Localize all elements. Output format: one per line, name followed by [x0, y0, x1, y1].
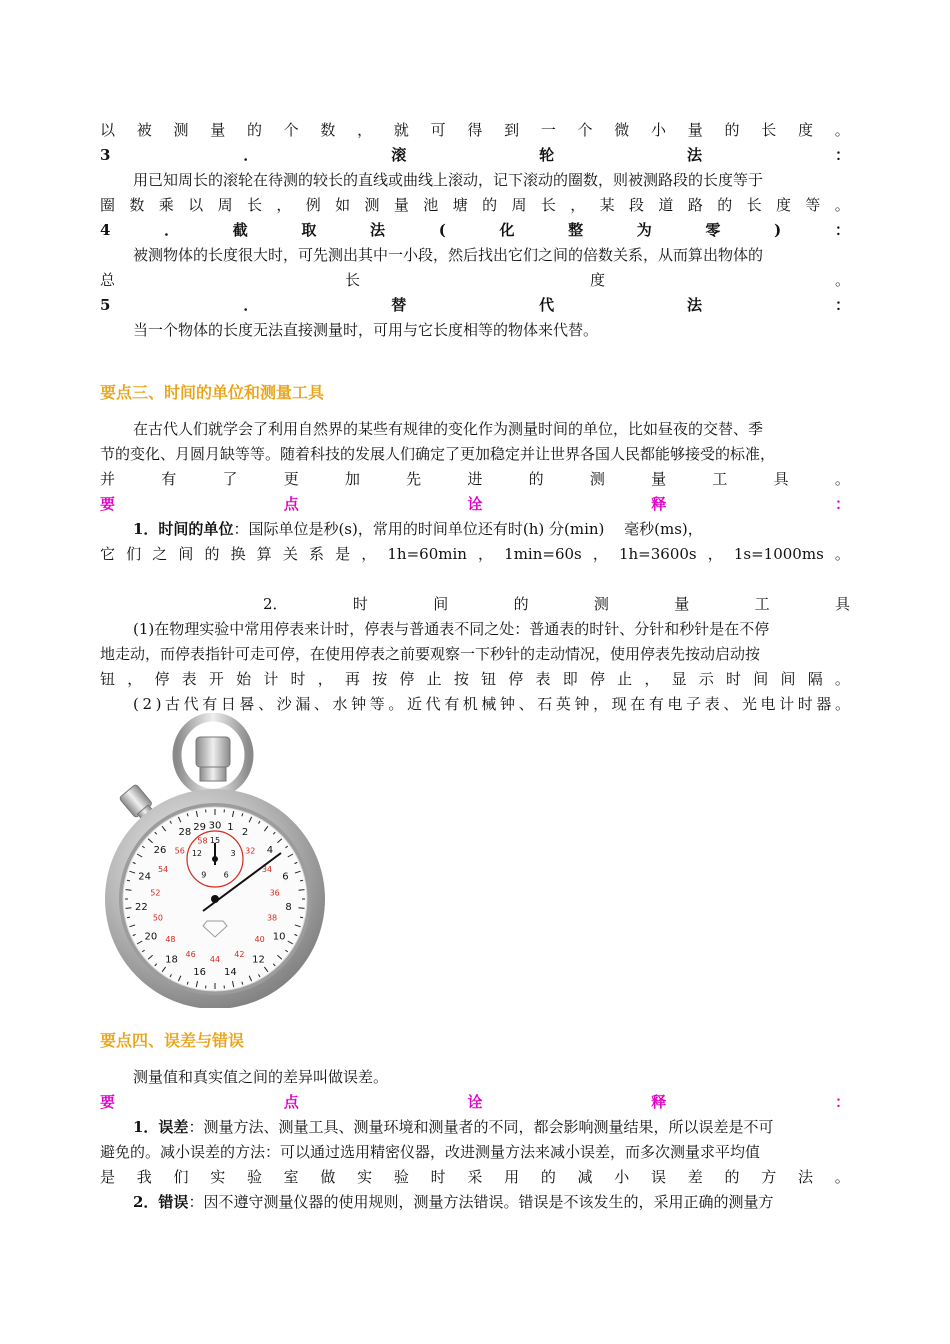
text-line: 避免的。减小误差的方法：可以通过选用精密仪器，改进测量方法来减小误差，而多次测量求平均值: [100, 1143, 761, 1161]
dial-red-number: 32: [245, 846, 256, 856]
text-line: 1．误差：测量方法、测量工具、测量环境和测量者的不同，都会影响测量结果，所以误差是不可: [133, 1118, 774, 1136]
dial-number: 10: [272, 931, 286, 943]
text-line: 它 们 之 间 的 换 算 关 系 是 ， 1h=60min ， 1min=60s ， 1h=3600s ， 1s=1000ms 。: [100, 545, 850, 563]
dial-number: 28: [178, 826, 192, 838]
dial-red-number: 42: [234, 949, 245, 959]
dial-number: 30: [208, 820, 222, 832]
stopwatch-crown: [196, 737, 230, 767]
text-line: 3 ． 滚 轮 法 ：: [100, 146, 850, 164]
dial-red-number: 56: [174, 846, 185, 856]
text-line: 要点四、误差与错误: [100, 1031, 245, 1050]
dial-red-number: 48: [165, 935, 176, 945]
dial-number: 26: [153, 844, 167, 856]
subdial-number: 3: [230, 849, 236, 859]
subdial-number: 6: [223, 870, 229, 880]
dial-number: 6: [282, 871, 289, 883]
text-line: 总 长 度 。: [100, 271, 850, 289]
dial-number: 16: [193, 966, 206, 978]
text-line: 要 点 诠 释 ：: [100, 495, 850, 513]
dial-number: 14: [224, 966, 237, 978]
dial-red-number: 36: [269, 888, 280, 898]
text-line: 被测物体的长度很大时，可先测出其中一小段，然后找出它们之间的倍数关系，从而算出物体的: [133, 246, 764, 264]
text-line: 用已知周长的滚轮在待测的较长的直线或曲线上滚动，记下滚动的圈数，则被测路段的长度等于: [133, 171, 764, 189]
dial-number: 20: [144, 931, 158, 943]
dial-tick: [125, 890, 131, 891]
hand-pivot: [211, 895, 219, 903]
dial-red-number: 52: [150, 888, 161, 898]
subdial-number: 15: [209, 836, 221, 845]
dial-number: 24: [138, 871, 151, 883]
dial-red-number: 50: [152, 913, 164, 923]
dial-tick: [299, 908, 305, 909]
text-line: 2．错误：因不遵守测量仪器的使用规则，测量方法错误。错误是不该发生的，采用正确的测量方: [133, 1193, 774, 1211]
subdial-number: 9: [201, 870, 207, 880]
dial-number: 12: [252, 954, 265, 966]
text-line: ( 2 ) 古 代 有 日 晷 、 沙 漏 、 水 钟 等 。 近 代 有 机 械 钟 、 石 英 钟 ， 现 在 有 电 子 表 、 光 电 计 时 器 。: [133, 695, 850, 713]
dial-number: 29: [193, 822, 206, 834]
dial-tick: [300, 917, 303, 918]
text-line: 2． 时 间 的 测 量 工 具: [263, 595, 850, 613]
text-line: 1．时间的单位：国际单位是秒(s)，常用的时间单位还有时(h) 分(min) 毫秒(ms)，: [133, 520, 703, 538]
text-line: 5 ． 替 代 法 ：: [100, 296, 850, 314]
text-line: 钮 ， 停 表 开 始 计 时 ， 再 按 停 止 按 钮 停 表 即 停 止 ， 显 示 时 间 间 隔 。: [100, 670, 850, 688]
text-line: 是 我 们 实 验 室 做 实 验 时 采 用 的 减 小 误 差 的 方 法 。: [100, 1168, 850, 1186]
text-line: 地走动，而停表指针可走可停，在使用停表之前要观察一下秒针的走动情况，使用停表先按动启动按: [100, 645, 761, 663]
subdial-number: 12: [191, 849, 203, 859]
text-line: 当一个物体的长度无法直接测量时，可用与它长度相等的物体来代替。: [133, 321, 599, 339]
text-line: 并 有 了 更 加 先 进 的 测 量 工 具 。: [100, 470, 850, 488]
dial-number: 18: [165, 954, 178, 966]
text-line: 要点三、时间的单位和测量工具: [100, 383, 325, 402]
text-line: 测量值和真实值之间的差异叫做误差。: [133, 1068, 389, 1086]
dial-red-number: 34: [261, 865, 273, 874]
text-line: 圈 数 乘 以 周 长 ， 例 如 测 量 池 塘 的 周 长 ， 某 段 道 路 的 长 度 等 。: [100, 196, 850, 214]
dial-tick: [125, 908, 131, 909]
dial-tick: [127, 917, 130, 918]
text-line: 以 被 测 量 的 个 数 ， 就 可 得 到 一 个 微 小 量 的 长 度 。: [100, 121, 850, 139]
text-line: 要 点 诠 释 ：: [100, 1093, 850, 1111]
dial-red-number: 44: [209, 955, 221, 964]
dial-tick: [300, 880, 303, 881]
dial-red-number: 40: [254, 935, 265, 945]
stopwatch-image: [103, 713, 328, 1008]
dial-number: 8: [285, 902, 292, 914]
text-line: 节的变化、月圆月缺等等。随着科技的发展人们确定了更加稳定并让世界各国人民都能够接受的标准，: [100, 445, 776, 463]
dial-number: 4: [266, 844, 274, 856]
dial-number: 2: [241, 826, 249, 838]
dial-red-number: 54: [157, 865, 169, 874]
dial-number: 22: [135, 902, 148, 914]
dial-tick: [127, 880, 130, 881]
dial-red-number: 58: [197, 836, 208, 846]
dial-red-number: 46: [185, 949, 196, 959]
dial-tick: [299, 890, 305, 891]
dial-red-number: 38: [266, 913, 278, 923]
text-line: 4 ． 截 取 法 ( 化 整 为 零 ) ：: [100, 221, 850, 239]
text-line: (1)在物理实验中常用停表来计时，停表与普通表不同之处：普通表的时针、分针和秒针是在不停: [133, 620, 770, 638]
dial-number: 1: [227, 822, 234, 834]
text-line: 在古代人们就学会了利用自然界的某些有规律的变化作为测量时间的单位，比如昼夜的交替、季: [133, 420, 764, 438]
